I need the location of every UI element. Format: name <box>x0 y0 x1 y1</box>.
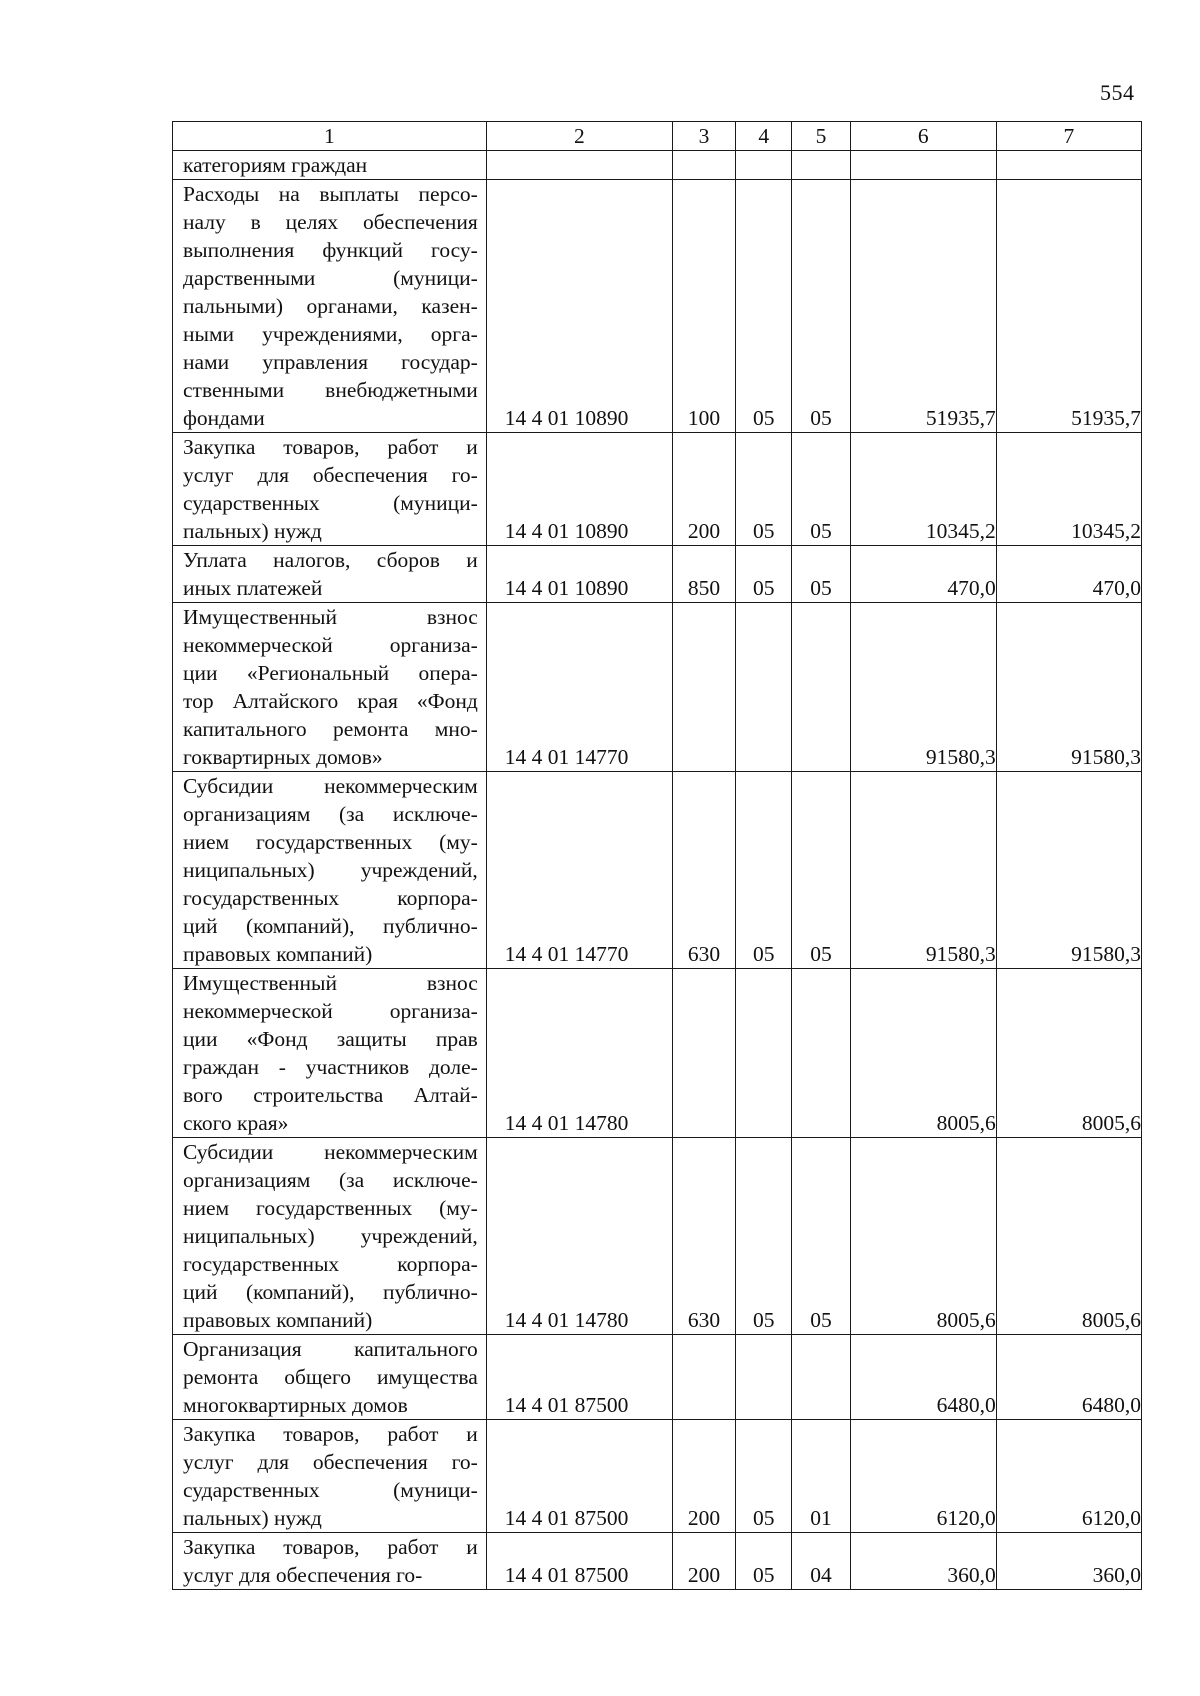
subsection-code: 05 <box>792 1138 850 1335</box>
description-line: сударственных (муници- <box>183 1478 478 1502</box>
table-row <box>173 969 1142 1138</box>
description-line: выполнения функций госу- <box>183 238 478 262</box>
row-description <box>173 433 487 546</box>
description-line: государственных корпора- <box>183 1252 478 1276</box>
section-code: 05 <box>736 180 792 433</box>
description-line: ского края» <box>183 1111 289 1135</box>
description-line: правовых компаний) <box>183 1308 373 1332</box>
budget-code: 14 4 01 87500 <box>486 1420 672 1533</box>
description-line: ственными внебюджетными <box>183 378 478 402</box>
amount-year-2: 8005,6 <box>996 969 1141 1138</box>
description-line: некоммерческой организа- <box>183 633 478 657</box>
header-cell: 3 <box>672 122 735 151</box>
row-description <box>173 969 487 1138</box>
amount-year-2: 360,0 <box>996 1533 1141 1590</box>
subsection-code: 05 <box>792 433 850 546</box>
amount-year-2 <box>996 151 1141 180</box>
description-line: ций (компаний), публично- <box>183 914 478 938</box>
description-line: ниципальных) учреждений, <box>183 1224 478 1248</box>
header-cell: 5 <box>792 122 850 151</box>
header-cell: 2 <box>486 122 672 151</box>
section-code: 05 <box>736 1420 792 1533</box>
row-description <box>173 546 487 603</box>
row-description <box>173 1420 487 1533</box>
table-row <box>173 1533 1142 1590</box>
amount-year-1: 470,0 <box>850 546 996 603</box>
amount-year-1: 91580,3 <box>850 603 996 772</box>
subsection-code <box>792 969 850 1138</box>
amount-year-2: 51935,7 <box>996 180 1141 433</box>
description-line: организациям (за исключе- <box>183 802 478 826</box>
description-line: Закупка товаров, работ и <box>183 1535 478 1559</box>
description-line: ций (компаний), публично- <box>183 1280 478 1304</box>
description-line: пальными) органами, казен- <box>183 294 478 318</box>
section-code: 05 <box>736 1138 792 1335</box>
description-line: вого строительства Алтай- <box>183 1083 478 1107</box>
expense-type-code: 200 <box>672 433 735 546</box>
description-line: многоквартирных домов <box>183 1393 408 1417</box>
amount-year-2: 6120,0 <box>996 1420 1141 1533</box>
description-line: Закупка товаров, работ и <box>183 1422 478 1446</box>
expense-type-code: 630 <box>672 1138 735 1335</box>
description-line: правовых компаний) <box>183 942 373 966</box>
description-line: граждан - участников доле- <box>183 1055 478 1079</box>
description-line: ремонта общего имущества <box>183 1365 478 1389</box>
page-number: 554 <box>1100 80 1135 105</box>
subsection-code <box>792 603 850 772</box>
amount-year-2: 91580,3 <box>996 603 1141 772</box>
expense-type-code: 850 <box>672 546 735 603</box>
description-line: ции «Региональный опера- <box>183 661 478 685</box>
header-cell: 7 <box>996 122 1141 151</box>
description-line: ции «Фонд защиты прав <box>183 1027 478 1051</box>
section-code: 05 <box>736 546 792 603</box>
amount-year-2: 10345,2 <box>996 433 1141 546</box>
budget-code: 14 4 01 14780 <box>486 1138 672 1335</box>
description-line: налу в целях обеспечения <box>183 210 478 234</box>
subsection-code <box>792 151 850 180</box>
table-row <box>173 151 1142 180</box>
amount-year-1: 51935,7 <box>850 180 996 433</box>
amount-year-1: 8005,6 <box>850 1138 996 1335</box>
expense-type-code: 630 <box>672 772 735 969</box>
description-line: гоквартирных домов» <box>183 745 383 769</box>
description-line: Имущественный взнос <box>183 971 478 995</box>
expense-type-code: 200 <box>672 1420 735 1533</box>
subsection-code <box>792 1335 850 1420</box>
description-line: иных платежей <box>183 576 323 600</box>
budget-code: 14 4 01 10890 <box>486 180 672 433</box>
amount-year-2: 470,0 <box>996 546 1141 603</box>
section-code: 05 <box>736 1533 792 1590</box>
budget-code: 14 4 01 14770 <box>486 603 672 772</box>
description-line: нием государственных (му- <box>183 1196 478 1220</box>
table-row <box>173 1138 1142 1335</box>
table-row <box>173 772 1142 969</box>
amount-year-2: 91580,3 <box>996 772 1141 969</box>
budget-code: 14 4 01 14780 <box>486 969 672 1138</box>
section-code <box>736 151 792 180</box>
description-line: нами управления государ- <box>183 350 478 374</box>
table-row <box>173 1420 1142 1533</box>
expense-type-code <box>672 151 735 180</box>
description-line: Уплата налогов, сборов и <box>183 548 478 572</box>
description-line: Расходы на выплаты персо- <box>183 182 478 206</box>
row-description <box>173 1335 487 1420</box>
row-description <box>173 772 487 969</box>
budget-code <box>486 151 672 180</box>
description-line: услуг для обеспечения го- <box>183 1563 423 1587</box>
description-line: капитального ремонта мно- <box>183 717 478 741</box>
budget-code: 14 4 01 87500 <box>486 1335 672 1420</box>
description-line: Закупка товаров, работ и <box>183 435 478 459</box>
description-line: услуг для обеспечения го- <box>183 463 478 487</box>
description-line: дарственными (муници- <box>183 266 478 290</box>
subsection-code: 05 <box>792 180 850 433</box>
table-row <box>173 546 1142 603</box>
description-line: фондами <box>183 406 265 430</box>
table-row <box>173 1335 1142 1420</box>
subsection-code: 05 <box>792 772 850 969</box>
amount-year-2: 8005,6 <box>996 1138 1141 1335</box>
amount-year-1: 6120,0 <box>850 1420 996 1533</box>
section-code <box>736 969 792 1138</box>
section-code: 05 <box>736 772 792 969</box>
description-line: категориям граждан <box>183 153 368 177</box>
description-line: услуг для обеспечения го- <box>183 1450 478 1474</box>
amount-year-1: 6480,0 <box>850 1335 996 1420</box>
description-line: тор Алтайского края «Фонд <box>183 689 478 713</box>
expense-type-code <box>672 1335 735 1420</box>
budget-code: 14 4 01 87500 <box>486 1533 672 1590</box>
expense-type-code <box>672 603 735 772</box>
budget-code: 14 4 01 14770 <box>486 772 672 969</box>
table-row <box>173 180 1142 433</box>
amount-year-1: 8005,6 <box>850 969 996 1138</box>
header-cell: 6 <box>850 122 996 151</box>
row-description <box>173 603 487 772</box>
expense-type-code: 200 <box>672 1533 735 1590</box>
description-line: пальных) нужд <box>183 1506 322 1530</box>
amount-year-1: 10345,2 <box>850 433 996 546</box>
description-line: Субсидии некоммерческим <box>183 774 478 798</box>
table-row <box>173 603 1142 772</box>
description-line: ниципальных) учреждений, <box>183 858 478 882</box>
description-line: Организация капитального <box>183 1337 478 1361</box>
description-line: государственных корпора- <box>183 886 478 910</box>
description-line: нием государственных (му- <box>183 830 478 854</box>
section-code <box>736 1335 792 1420</box>
description-line: организациям (за исключе- <box>183 1168 478 1192</box>
section-code: 05 <box>736 433 792 546</box>
amount-year-1: 91580,3 <box>850 772 996 969</box>
row-description <box>173 151 487 180</box>
row-description <box>173 180 487 433</box>
description-line: Имущественный взнос <box>183 605 478 629</box>
header-cell: 1 <box>173 122 487 151</box>
expense-type-code: 100 <box>672 180 735 433</box>
description-line: пальных) нужд <box>183 519 322 543</box>
subsection-code: 04 <box>792 1533 850 1590</box>
subsection-code: 01 <box>792 1420 850 1533</box>
subsection-code: 05 <box>792 546 850 603</box>
section-code <box>736 603 792 772</box>
table-row <box>173 433 1142 546</box>
amount-year-1: 360,0 <box>850 1533 996 1590</box>
column-number-header <box>173 122 1142 151</box>
description-line: ными учреждениями, орга- <box>183 322 478 346</box>
description-line: Субсидии некоммерческим <box>183 1140 478 1164</box>
description-line: некоммерческой организа- <box>183 999 478 1023</box>
description-line: сударственных (муници- <box>183 491 478 515</box>
row-description <box>173 1138 487 1335</box>
amount-year-2: 6480,0 <box>996 1335 1141 1420</box>
row-description <box>173 1533 487 1590</box>
budget-code: 14 4 01 10890 <box>486 546 672 603</box>
expense-type-code <box>672 969 735 1138</box>
amount-year-1 <box>850 151 996 180</box>
budget-table <box>172 121 1142 1590</box>
budget-code: 14 4 01 10890 <box>486 433 672 546</box>
header-cell: 4 <box>736 122 792 151</box>
